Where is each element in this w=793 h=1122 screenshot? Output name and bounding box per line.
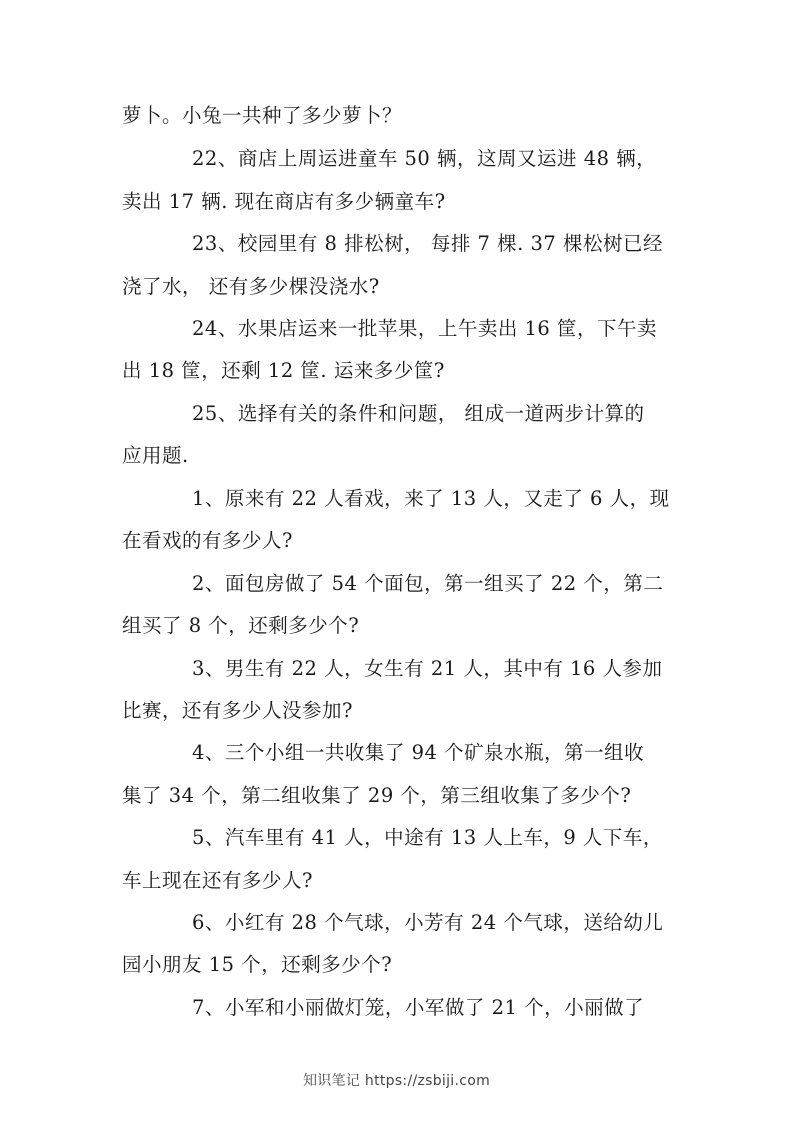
question-24-line: 24、水果店运来一批苹果，上午卖出 16 筐，下午卖	[192, 317, 658, 340]
question-22-line: 22、商店上周运进童车 50 辆，这周又运进 48 辆，	[192, 147, 657, 170]
footer-watermark: 知识笔记 https://zsbiji.com	[302, 1073, 491, 1089]
subquestion-2-line: 2、面包房做了 54 个面包，第一组买了 22 个，第二	[192, 572, 664, 595]
subquestion-6-line: 6、小红有 28 个气球，小芳有 24 个气球，送给幼儿	[192, 911, 664, 934]
text-line: 萝卜。小兔一共种了多少萝卜？	[122, 104, 403, 127]
text-line: 比赛，还有多少人没参加?	[122, 699, 353, 722]
subquestion-7-line: 7、小军和小丽做灯笼，小军做了 21 个，小丽做了	[192, 996, 645, 1019]
text-line: 车上现在还有多少人?	[122, 869, 313, 892]
subquestion-4-line: 4、三个小组一共收集了 94 个矿泉水瓶，第一组收	[192, 741, 645, 764]
subquestion-5-line: 5、汽车里有 41 人，中途有 13 人上车，9 人下车，	[192, 826, 663, 849]
subquestion-1-line: 1、原来有 22 人看戏，来了 13 人，又走了 6 人，现	[192, 487, 670, 510]
text-line: 卖出 17 辆. 现在商店有多少辆童车?	[122, 190, 446, 213]
subquestion-3-line: 3、男生有 22 人，女生有 21 人，其中有 16 人参加	[192, 657, 663, 680]
question-23-line: 23、校园里有 8 排松树， 每排 7 棵. 37 棵松树已经	[192, 232, 664, 255]
text-line: 园小朋友 15 个，还剩多少个?	[122, 953, 393, 976]
text-line: 浇了水， 还有多少棵没浇水?	[122, 275, 380, 298]
text-line: 集了 34 个，第二组收集了 29 个，第三组收集了多少个?	[122, 784, 632, 807]
question-25-line: 25、选择有关的条件和问题， 组成一道两步计算的	[192, 402, 645, 425]
text-line: 组买了 8 个，还剩多少个?	[122, 614, 360, 637]
text-line: 应用题.	[122, 444, 189, 467]
text-line: 在看戏的有多少人?	[122, 529, 293, 552]
text-line: 出 18 筐，还剩 12 筐. 运来多少筐?	[122, 359, 445, 382]
